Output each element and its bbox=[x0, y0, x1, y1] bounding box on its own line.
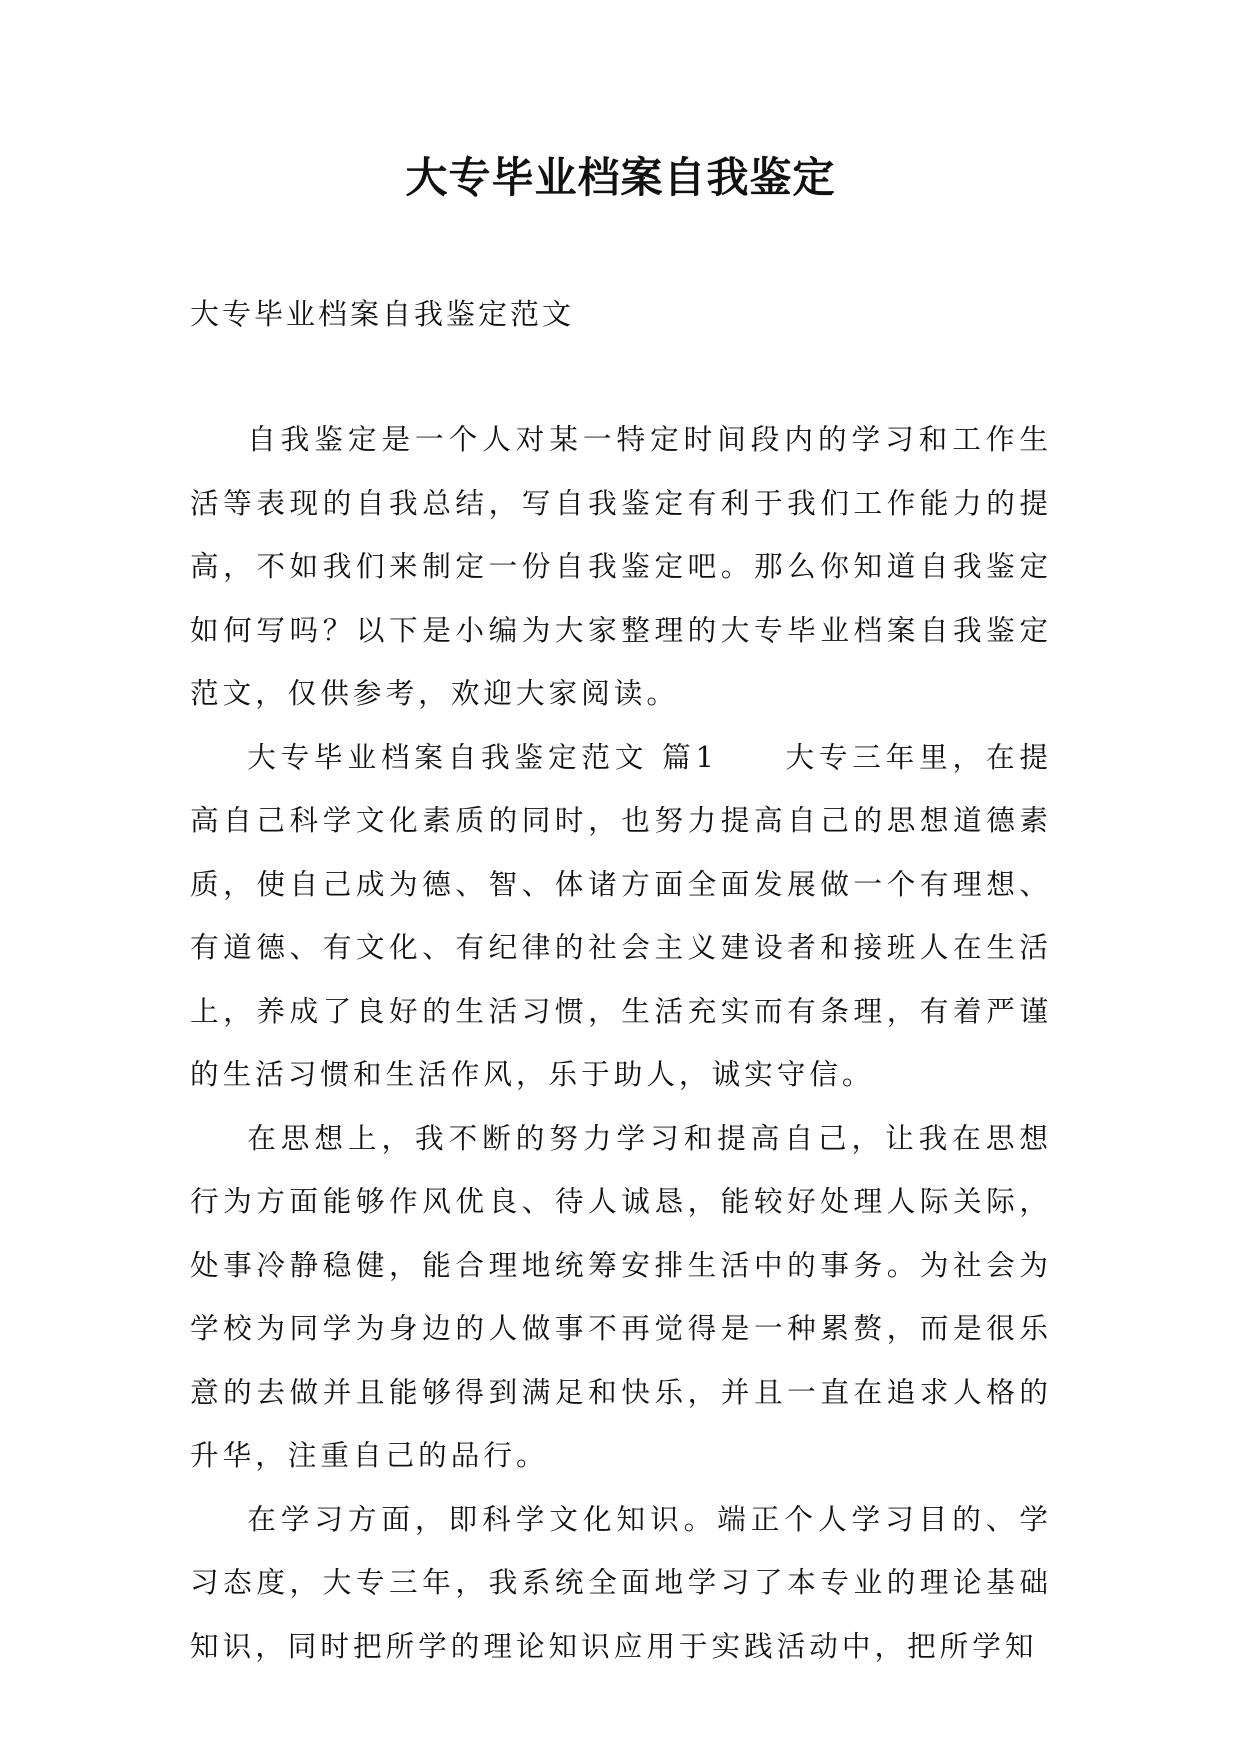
body-paragraph-section-1: 大专毕业档案自我鉴定范文 篇1 大专三年里，在提高自己科学文化素质的同时，也努力提高自己的思想道德素质，使自己成为德、智、体诸方面全面发展做一个有理想、有道德、有文化、有纪律的社会主义建设者和接班人在生活上，养成了良好的生活习惯，生活充实而有条理，有着严谨的生活习惯和生活作风，乐于助人，诚实守信。 bbox=[190, 739, 1052, 1091]
body-paragraph-thought: 在思想上，我不断的努力学习和提高自己，让我在思想行为方面能够作风优良、待人诚恳，能较好处理人际关际，处事冷静稳健，能合理地统筹安排生活中的事务。为社会为学校为同学为身边的人做事不再觉得是一种累赘，而是很乐意的去做并且能够得到满足和快乐，并且一直在追求人格的升华，注重自己的品行。 bbox=[190, 1120, 1052, 1472]
document-subtitle: 大专毕业档案自我鉴定范文 bbox=[190, 297, 575, 331]
body-paragraph-intro: 自我鉴定是一个人对某一特定时间段内的学习和工作生活等表现的自我总结，写自我鉴定有利于我们工作能力的提高，不如我们来制定一份自我鉴定吧。那么你知道自我鉴定如何写吗？以下是小编为大家整理的大专毕业档案自我鉴定范文，仅供参考，欢迎大家阅读。 bbox=[190, 422, 1052, 710]
document-title: 大专毕业档案自我鉴定 bbox=[405, 153, 836, 202]
document-body bbox=[190, 408, 1052, 1678]
body-paragraph-study: 在学习方面，即科学文化知识。端正个人学习目的、学习态度，大专三年，我系统全面地学习了本专业的理论基础知识，同时把所学的理论知识应用于实践活动中，把所学知 bbox=[190, 1501, 1052, 1663]
